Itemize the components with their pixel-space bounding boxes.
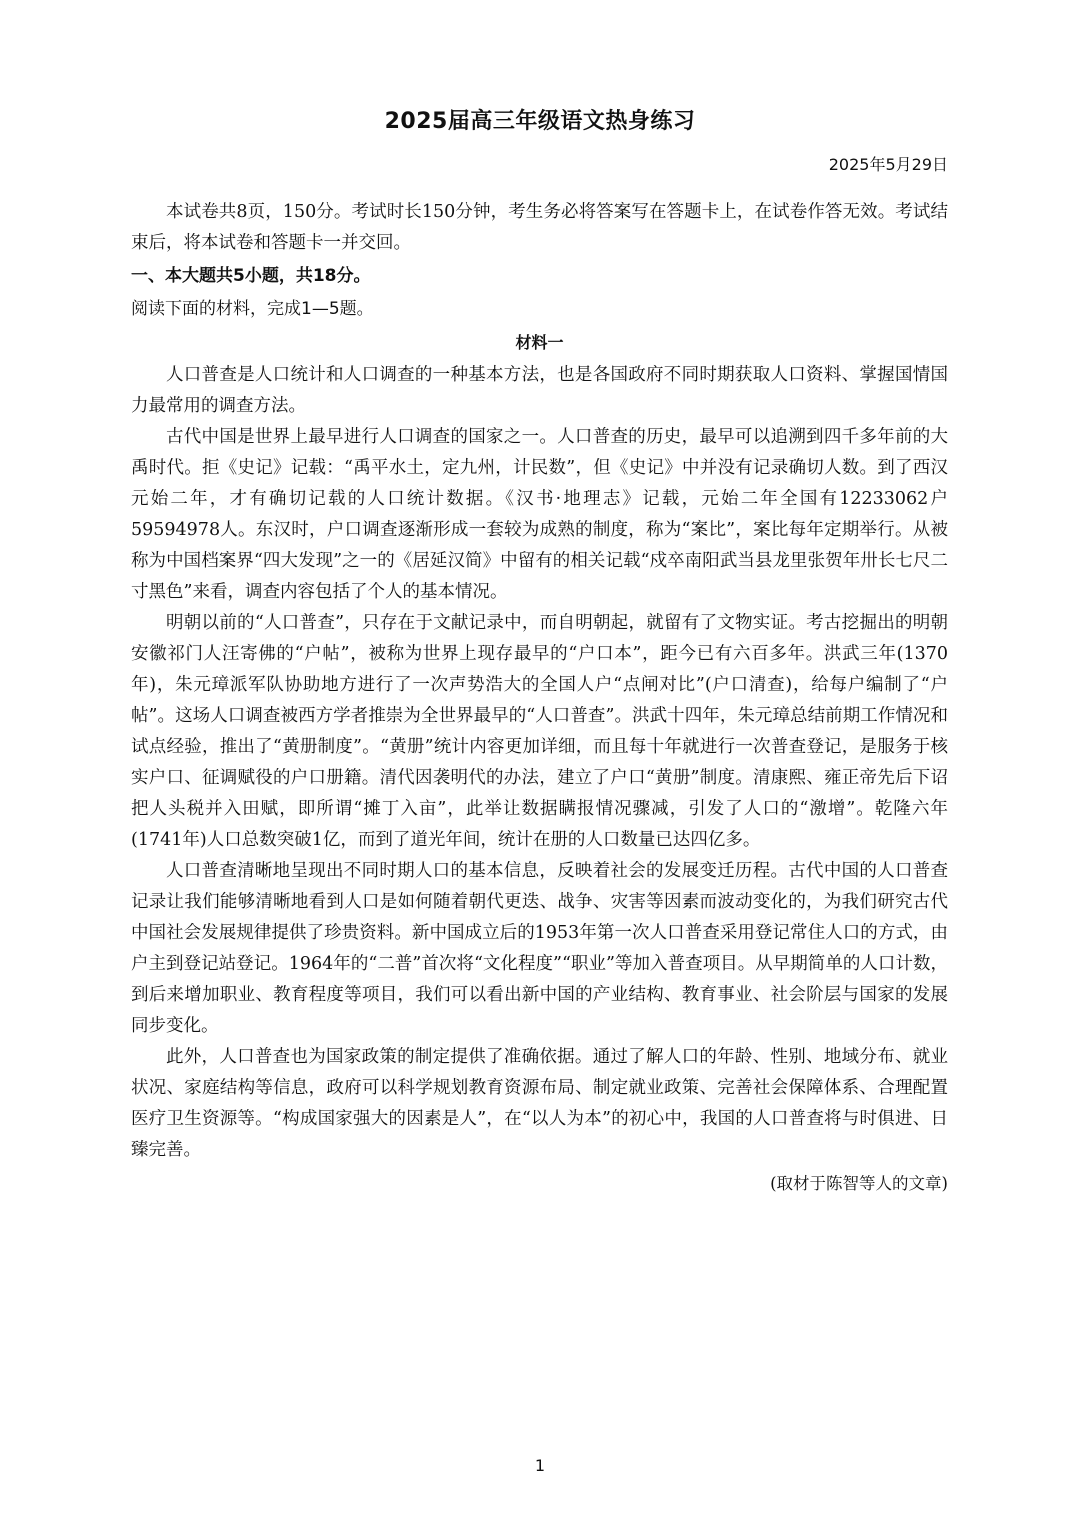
- paragraph: 人口普查清晰地呈现出不同时期人口的基本信息，反映着社会的发展变迁历程。古代中国的人口普查记录让我们能够清晰地看到人口是如何随着朝代更迭、战争、灾害等因素而波动变化的，为我们研究古代中国社会发展规律提供了珍贵资料。新中国成立后的1953年第一次人口普查采用登记常住人口的方式，由户主到登记站登记。1964年的“二普”首次将“文化程度”“职业”等加入普查项目。从早期简单的人口计数，到后来增加职业、教育程度等项目，我们可以看出新中国的产业结构、教育事业、社会阶层与国家的发展同步变化。: [131, 861, 948, 1036]
- paragraph: 古代中国是世界上最早进行人口调查的国家之一。人口普查的历史，最早可以追溯到四千多年前的大禹时代。拒《史记》记载：“禹平水土，定九州，计民数”，但《史记》中并没有记录确切人数。到了西汉元始二年，才有确切记载的人口统计数据。《汉书·地理志》记载，元始二年全国有12233062户59594978人。东汉时，户口调查逐渐形成一套较为成熟的制度，称为“案比”，案比每年定期举行。从被称为中国档案界“四大发现”之一的《居延汉简》中留有的相关记载“戍卒南阳武当县龙里张贺年卅长七尺二寸黑色”来看，调查内容包括了个人的基本情况。: [131, 427, 948, 602]
- reading-prompt: 阅读下面的材料，完成1—5题。: [131, 299, 374, 319]
- section-heading: 一、本大题共5小题，共18分。: [131, 266, 371, 286]
- page-number: 1: [534, 1456, 546, 1475]
- paragraph: 此外，人口普查也为国家政策的制定提供了准确依据。通过了解人口的年龄、性别、地域分布、就业状况、家庭结构等信息，政府可以科学规划教育资源布局、制定就业政策、完善社会保障体系、合理配置医疗卫生资源等。“构成国家强大的因素是人”，在“以人为本”的初心中，我国的人口普查将与时俱进、日臻完善。: [131, 1047, 948, 1160]
- source-citation: (取材于陈智等人的文章): [770, 1174, 948, 1193]
- exam-title: 2025届高三年级语文热身练习: [384, 109, 696, 134]
- material-title: 材料一: [515, 333, 564, 352]
- instructions: 本试卷共8页，150分。考试时长150分钟，考生务必将答案写在答题卡上，在试卷作答无效。考试结束后，将本试卷和答题卡一并交回。: [131, 202, 948, 253]
- paragraph: 人口普查是人口统计和人口调查的一种基本方法，也是各国政府不同时期获取人口资料、掌握国情国力最常用的调查方法。: [131, 365, 948, 416]
- paragraph: 明朝以前的“人口普查”，只存在于文献记录中，而自明朝起，就留有了文物实证。考古挖掘出的明朝安徽祁门人汪寄佛的“户帖”，被称为世界上现存最早的“户口本”，距今已有六百多年。洪武三年(1370年)，朱元璋派军队协助地方进行了一次声势浩大的全国人户“点闸对比”(户口清查)，给每户编制了“户帖”。这场人口调查被西方学者推崇为全世界最早的“人口普查”。洪武十四年，朱元璋总结前期工作情况和试点经验，推出了“黄册制度”。“黄册”统计内容更加详细，而且每十年就进行一次普查登记，是服务于核实户口、征调赋役的户口册籍。清代因袭明代的办法，建立了户口“黄册”制度。清康熙、雍正帝先后下诏把人头税并入田赋，即所谓“摊丁入亩”，此举让数据瞒报情况骤减，引发了人口的“激增”。乾隆六年 (1741年)人口总数突破1亿，而到了道光年间，统计在册的人口数量已达四亿多。: [131, 613, 948, 850]
- exam-date: 2025年5月29日: [828, 155, 948, 174]
- exam-content: [131, 197, 948, 1199]
